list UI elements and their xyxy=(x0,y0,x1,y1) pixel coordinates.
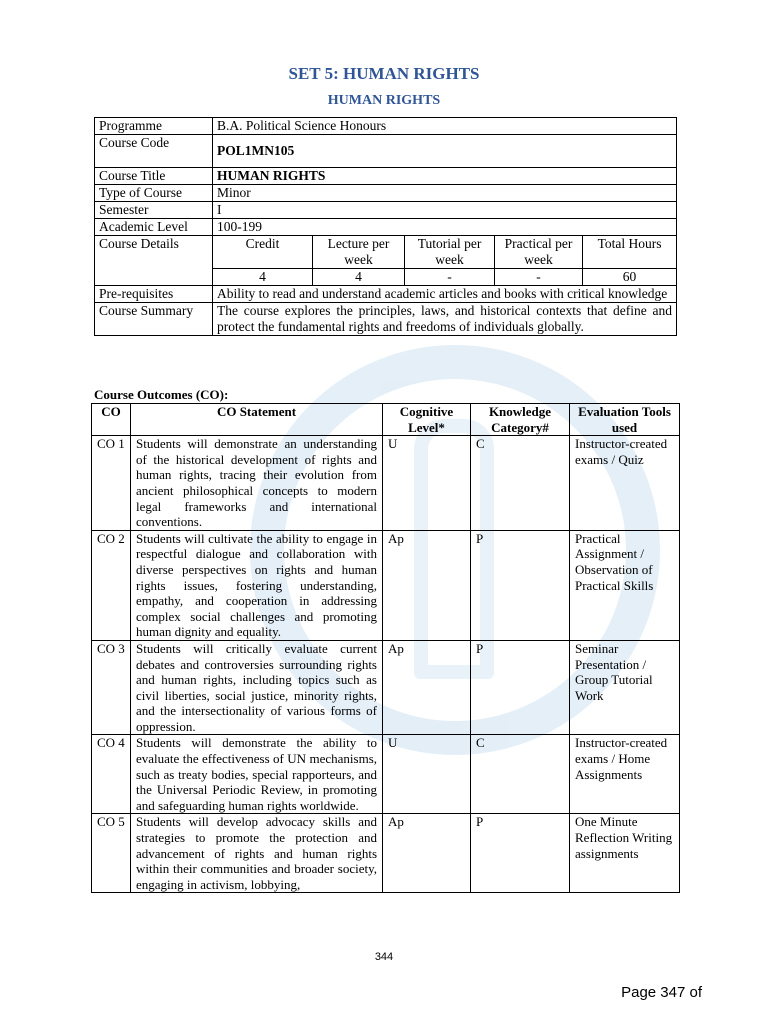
table-row xyxy=(92,436,680,531)
evaluation-tools: Instructor-created exams / Home Assignments xyxy=(570,735,680,814)
course-title-label: Course Title xyxy=(95,168,213,185)
co-id: CO 4 xyxy=(92,735,131,814)
co-id: CO 3 xyxy=(92,640,131,735)
lecture-value: 4 xyxy=(313,269,405,286)
credit-value: 4 xyxy=(213,269,313,286)
evaluation-tools: Instructor-created exams / Quiz xyxy=(570,436,680,531)
cognitive-level: Ap xyxy=(383,814,471,893)
knowledge-category: P xyxy=(471,814,570,893)
table-row xyxy=(95,303,677,336)
table-row xyxy=(95,236,677,269)
hours-value: 60 xyxy=(583,269,677,286)
level-value: 100-199 xyxy=(213,219,677,236)
co-statement: Students will critically evaluate current debates and controversies surrounding rights and human rights, including topics such as civil liberties, social justice, minority rights, and the intersectionality of various forms of oppression. xyxy=(131,640,383,735)
semester-label: Semester xyxy=(95,202,213,219)
summary-value: The course explores the principles, laws, and historical contexts that define and protect the fundamental rights and freedoms of individuals globally. xyxy=(213,303,677,336)
co-statement: Students will cultivate the ability to engage in respectful dialogue and collaboration with diverse perspectives on rights and human rights issues, fostering understanding, empathy, and cooperation in addressing complex social challenges and promoting human dignity and equality. xyxy=(131,530,383,640)
course-outcomes-table xyxy=(91,403,680,893)
cognitive-level: Ap xyxy=(383,530,471,640)
tutorial-value: - xyxy=(405,269,495,286)
co-header: CO xyxy=(92,404,131,436)
tutorial-label: Tutorial per week xyxy=(405,236,495,269)
co-statement: Students will demonstrate an understanding of the historical development of rights and human rights, tracing their evolution from ancient philosophical concepts to modern legal frameworks and international conventions. xyxy=(131,436,383,531)
page-number: 344 xyxy=(374,951,394,963)
knowledge-category: C xyxy=(471,735,570,814)
prereq-label: Pre-requisites xyxy=(95,286,213,303)
course-code-value: POL1MN105 xyxy=(213,135,677,168)
evaluation-header: Evaluation Tools used xyxy=(570,404,680,436)
knowledge-category: P xyxy=(471,640,570,735)
table-row xyxy=(92,530,680,640)
details-label: Course Details xyxy=(95,236,213,286)
page-indicator: Page 347 of xyxy=(621,984,702,1001)
type-value: Minor xyxy=(213,185,677,202)
table-header-row xyxy=(92,404,680,436)
course-code-label: Course Code xyxy=(95,135,213,168)
prereq-value: Ability to read and understand academic articles and books with critical knowledge xyxy=(213,286,677,303)
knowledge-category: P xyxy=(471,530,570,640)
co-statement: Students will develop advocacy skills and strategies to promote the protection and advancement of rights and human rights within their communities and broader society, engaging in activism, lobbying, xyxy=(131,814,383,893)
table-row xyxy=(92,640,680,735)
practical-value: - xyxy=(495,269,583,286)
table-row xyxy=(95,219,677,236)
table-row xyxy=(95,286,677,303)
evaluation-tools: One Minute Reflection Writing assignments xyxy=(570,814,680,893)
lecture-label: Lecture per week xyxy=(313,236,405,269)
knowledge-category: C xyxy=(471,436,570,531)
co-statement: Students will demonstrate the ability to evaluate the effectiveness of UN mechanisms, such as treaty bodies, special rapporteurs, and the Universal Periodic Review, in promoting and safeguarding human rights worldwide. xyxy=(131,735,383,814)
table-row xyxy=(92,735,680,814)
co-id: CO 5 xyxy=(92,814,131,893)
level-label: Academic Level xyxy=(95,219,213,236)
set-title: SET 5: HUMAN RIGHTS xyxy=(288,64,480,83)
hours-label: Total Hours xyxy=(583,236,677,269)
co-id: CO 2 xyxy=(92,530,131,640)
table-row xyxy=(92,814,680,893)
cognitive-level: Ap xyxy=(383,640,471,735)
course-outcomes-heading: Course Outcomes (CO): xyxy=(94,387,229,402)
summary-label: Course Summary xyxy=(95,303,213,336)
table-row xyxy=(95,135,677,168)
course-title-value: HUMAN RIGHTS xyxy=(213,168,677,185)
table-row xyxy=(95,202,677,219)
cognitive-level: U xyxy=(383,436,471,531)
type-label: Type of Course xyxy=(95,185,213,202)
cognitive-level: U xyxy=(383,735,471,814)
statement-header: CO Statement xyxy=(131,404,383,436)
knowledge-header: Knowledge Category# xyxy=(471,404,570,436)
programme-label: Programme xyxy=(95,118,213,135)
table-row xyxy=(95,185,677,202)
cognitive-header: Cognitive Level* xyxy=(383,404,471,436)
semester-value: I xyxy=(213,202,677,219)
practical-label: Practical per week xyxy=(495,236,583,269)
evaluation-tools: Practical Assignment / Observation of Practical Skills xyxy=(570,530,680,640)
table-row xyxy=(95,168,677,185)
course-info-table xyxy=(94,117,677,336)
programme-value: B.A. Political Science Honours xyxy=(213,118,677,135)
co-id: CO 1 xyxy=(92,436,131,531)
table-row xyxy=(95,118,677,135)
credit-label: Credit xyxy=(213,236,313,269)
evaluation-tools: Seminar Presentation / Group Tutorial Work xyxy=(570,640,680,735)
sub-title: HUMAN RIGHTS xyxy=(327,93,441,108)
